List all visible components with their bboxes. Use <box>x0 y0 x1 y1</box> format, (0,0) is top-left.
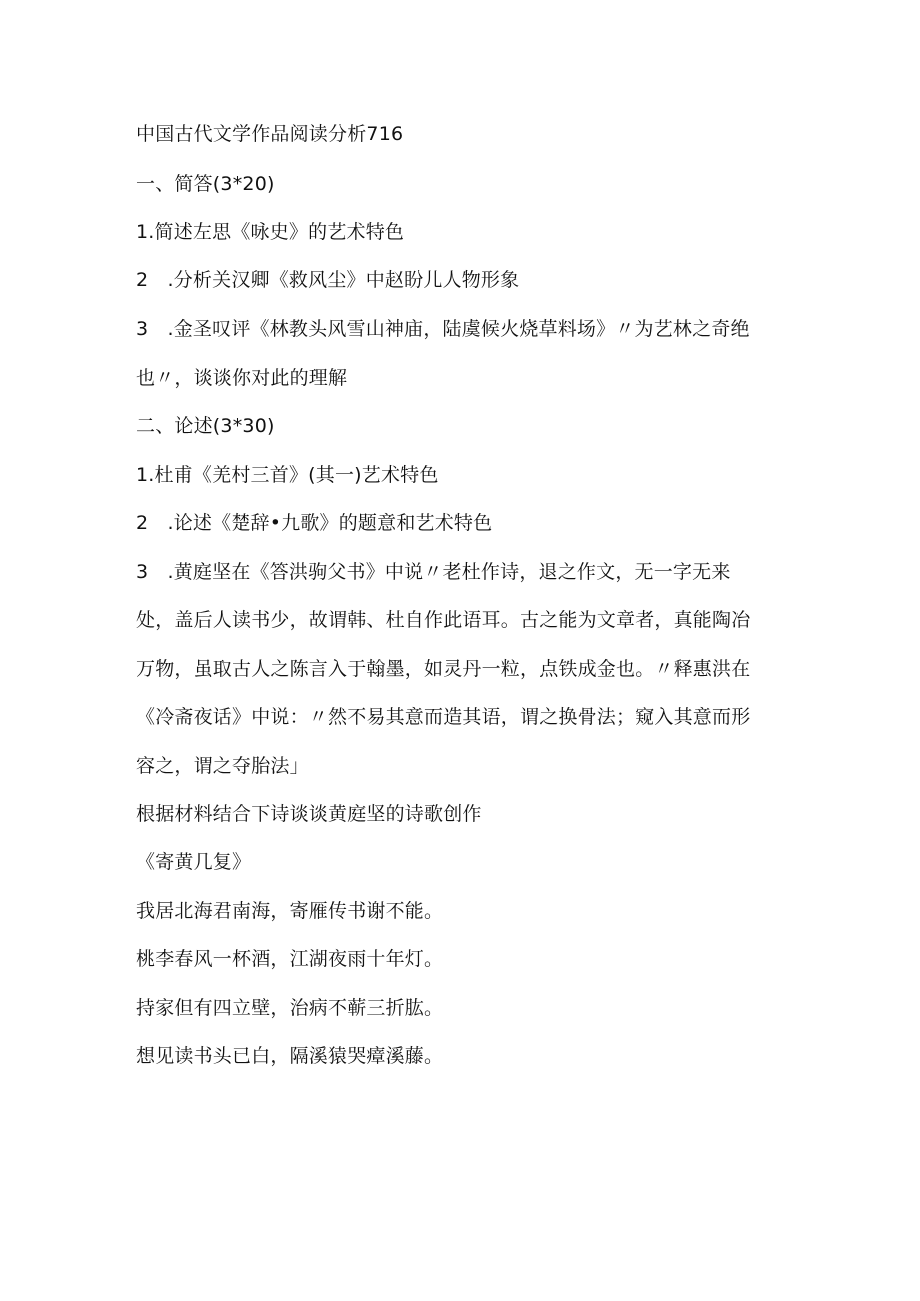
question-1-2: 2 .分析关汉卿《救风尘》中赵盼儿人物形象 <box>136 269 520 291</box>
question-2-1: 1.杜甫《羌村三首》(其一)艺术特色 <box>136 464 439 486</box>
section-1-heading: 一、简答(3*20) <box>136 173 275 195</box>
question-2-3-line-1: 3 .黄庭坚在《答洪驹父书》中说〃老杜作诗，退之作文，无一字无来 <box>136 561 731 583</box>
poem-instruction: 根据材料结合下诗谈谈黄庭坚的诗歌创作 <box>136 803 482 825</box>
question-2-3-line-5: 容之，谓之夺胎法」 <box>136 755 309 777</box>
poem-title: 《寄黄几复》 <box>136 851 252 873</box>
question-1-3-line-1: 3 .金圣叹评《林教头风雪山神庙，陆虞候火烧草料场》〃为艺林之奇绝 <box>136 318 750 340</box>
question-2-3-line-3: 万物，虽取古人之陈言入于翰墨，如灵丹一粒，点铁成金也。〃释惠洪在 <box>136 658 751 680</box>
question-2-3-line-2: 处，盖后人读书少，故谓韩、杜自作此语耳。古之能为文章者，真能陶冶 <box>136 609 751 631</box>
poem-line: 我居北海君南海，寄雁传书谢不能。 <box>136 900 444 922</box>
question-1-1: 1.简述左思《咏史》的艺术特色 <box>136 221 405 243</box>
document-title: 中国古代文学作品阅读分析716 <box>136 123 404 145</box>
question-2-2: 2 .论述《楚辞•九歌》的题意和艺术特色 <box>136 512 493 534</box>
poem-line: 持家但有四立壁，治病不蕲三折肱。 <box>136 997 444 1019</box>
poem-line: 桃李春风一杯酒，江湖夜雨十年灯。 <box>136 948 444 970</box>
question-1-3-line-2: 也〃，谈谈你对此的理解 <box>136 367 348 389</box>
section-2-heading: 二、论述(3*30) <box>136 415 275 437</box>
question-2-3-line-4: 《冷斋夜话》中说：〃然不易其意而造其语，谓之换骨法；窥入其意而形 <box>136 706 751 728</box>
poem-line: 想见读书头已白，隔溪猿哭瘴溪藤。 <box>136 1045 444 1067</box>
